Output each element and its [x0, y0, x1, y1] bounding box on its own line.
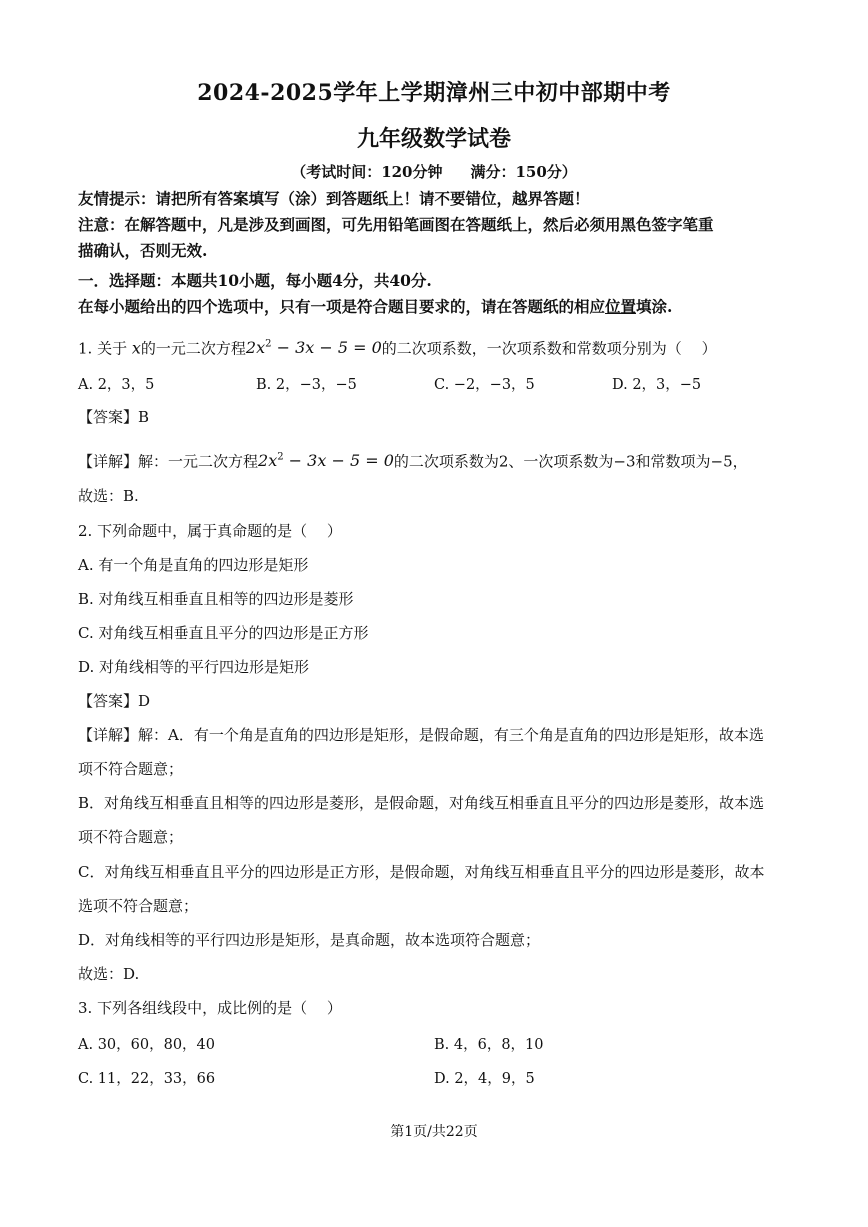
q1-option-b: B. 2，−3，−5	[256, 377, 357, 393]
exam-time: （考试时间：120分钟	[291, 163, 443, 181]
q1-option-d: D. 2，3，−5	[612, 377, 702, 393]
q1-equation	[246, 338, 382, 357]
attention-line-2: 描确认，否则无效.	[78, 241, 208, 260]
q1-choose: 故选：B.	[78, 487, 139, 505]
q1-eq-pre: 2x	[245, 338, 266, 358]
q3-option-b: B. 4，6，8，10	[434, 1037, 544, 1053]
q1-detail-a: 【详解】解：一元二次方程	[78, 452, 259, 471]
q2-detail-line: 选项不符合题意；	[78, 897, 199, 915]
instruction-underlined: 位置	[605, 297, 637, 316]
q3-option-c: C. 11，22，33，66	[78, 1071, 216, 1087]
q1-option-c: C. −2，−3，5	[434, 377, 535, 393]
q1-detail-eq-exp: 2	[277, 452, 284, 463]
tip-line: 友情提示：请把所有答案填写（涂）到答题纸上！请不要错位，越界答题！	[78, 189, 590, 208]
q1-eq-exp: 2	[265, 339, 272, 350]
q2-detail-line: D．对角线相等的平行四边形是矩形，是真命题，故本选项符合题意；	[78, 931, 541, 949]
q2-detail-line: B．对角线互相垂直且相等的四边形是菱形，是假命题，对角线互相垂直且平分的四边形是菱形，故本选	[78, 794, 765, 812]
q2-detail-line: C．对角线互相垂直且平分的四边形是正方形，是假命题，对角线互相垂直且平分的四边形是菱形，故本	[78, 863, 765, 881]
q1-option-a: A. 2，3，5	[78, 377, 155, 393]
q1-detail-b: 的二次项系数为2、一次项系数为−3和常数项为−5，	[393, 452, 748, 471]
exam-score: 满分：150分）	[470, 163, 577, 181]
q1-stem-c: 的二次项系数，一次项系数和常数项分别为（ ）	[381, 339, 717, 358]
q2-answer: 【答案】D	[78, 692, 151, 710]
page-number: 第1页/共22页	[390, 1124, 478, 1140]
q2-stem: 2. 下列命题中，属于真命题的是（ ）	[78, 522, 342, 540]
instruction-text-b: 填涂.	[636, 297, 673, 316]
exam-title: 2024-2025学年上学期漳州三中初中部期中考	[197, 80, 671, 106]
q1-var: x	[131, 338, 141, 358]
exam-meta	[0, 161, 868, 182]
q1-stem-b: 的一元二次方程	[140, 339, 246, 358]
q1-detail-eq-pre: 2x	[258, 451, 278, 471]
q1-detail	[78, 448, 793, 471]
attention-line-1: 注意：在解答题中，凡是涉及到画图，可先用铅笔画图在答题纸上，然后必须用黑色签字笔重	[78, 215, 714, 234]
q1-detail-eq-post: − 3x − 5 = 0	[283, 451, 394, 471]
q2-detail-line: 项不符合题意；	[78, 760, 184, 778]
q2-detail-line: 项不符合题意；	[78, 828, 184, 846]
q2-option-c: C. 对角线互相垂直且平分的四边形是正方形	[78, 624, 369, 642]
q2-detail-line: 【详解】解：A．有一个角是直角的四边形是矩形，是假命题，有三个角是直角的四边形是矩形，故本选	[78, 726, 764, 744]
q1-detail-equation	[258, 451, 394, 470]
q2-option-a: A. 有一个角是直角的四边形是矩形	[78, 556, 309, 574]
section-heading: 一．选择题：本题共10小题，每小题4分，共40分.	[78, 271, 432, 290]
q2-option-d: D. 对角线相等的平行四边形是矩形	[78, 658, 310, 676]
q3-option-d: D. 2，4，9，5	[434, 1071, 535, 1087]
q1-eq-post: − 3x − 5 = 0	[271, 338, 382, 358]
instruction-text-a: 在每小题给出的四个选项中，只有一项是符合题目要求的，请在答题纸的相应	[78, 297, 606, 316]
q2-choose: 故选：D.	[78, 965, 140, 983]
q3-stem: 3. 下列各组线段中，成比例的是（ ）	[78, 999, 342, 1017]
q1-stem	[78, 335, 793, 358]
instruction-line	[78, 297, 793, 317]
q2-option-b: B. 对角线互相垂直且相等的四边形是菱形	[78, 590, 354, 608]
q1-stem-a: 1. 关于	[78, 339, 128, 358]
q1-answer: 【答案】B	[78, 408, 150, 426]
exam-subtitle: 九年级数学试卷	[356, 126, 511, 152]
q3-option-a: A. 30，60，80，40	[78, 1037, 215, 1053]
